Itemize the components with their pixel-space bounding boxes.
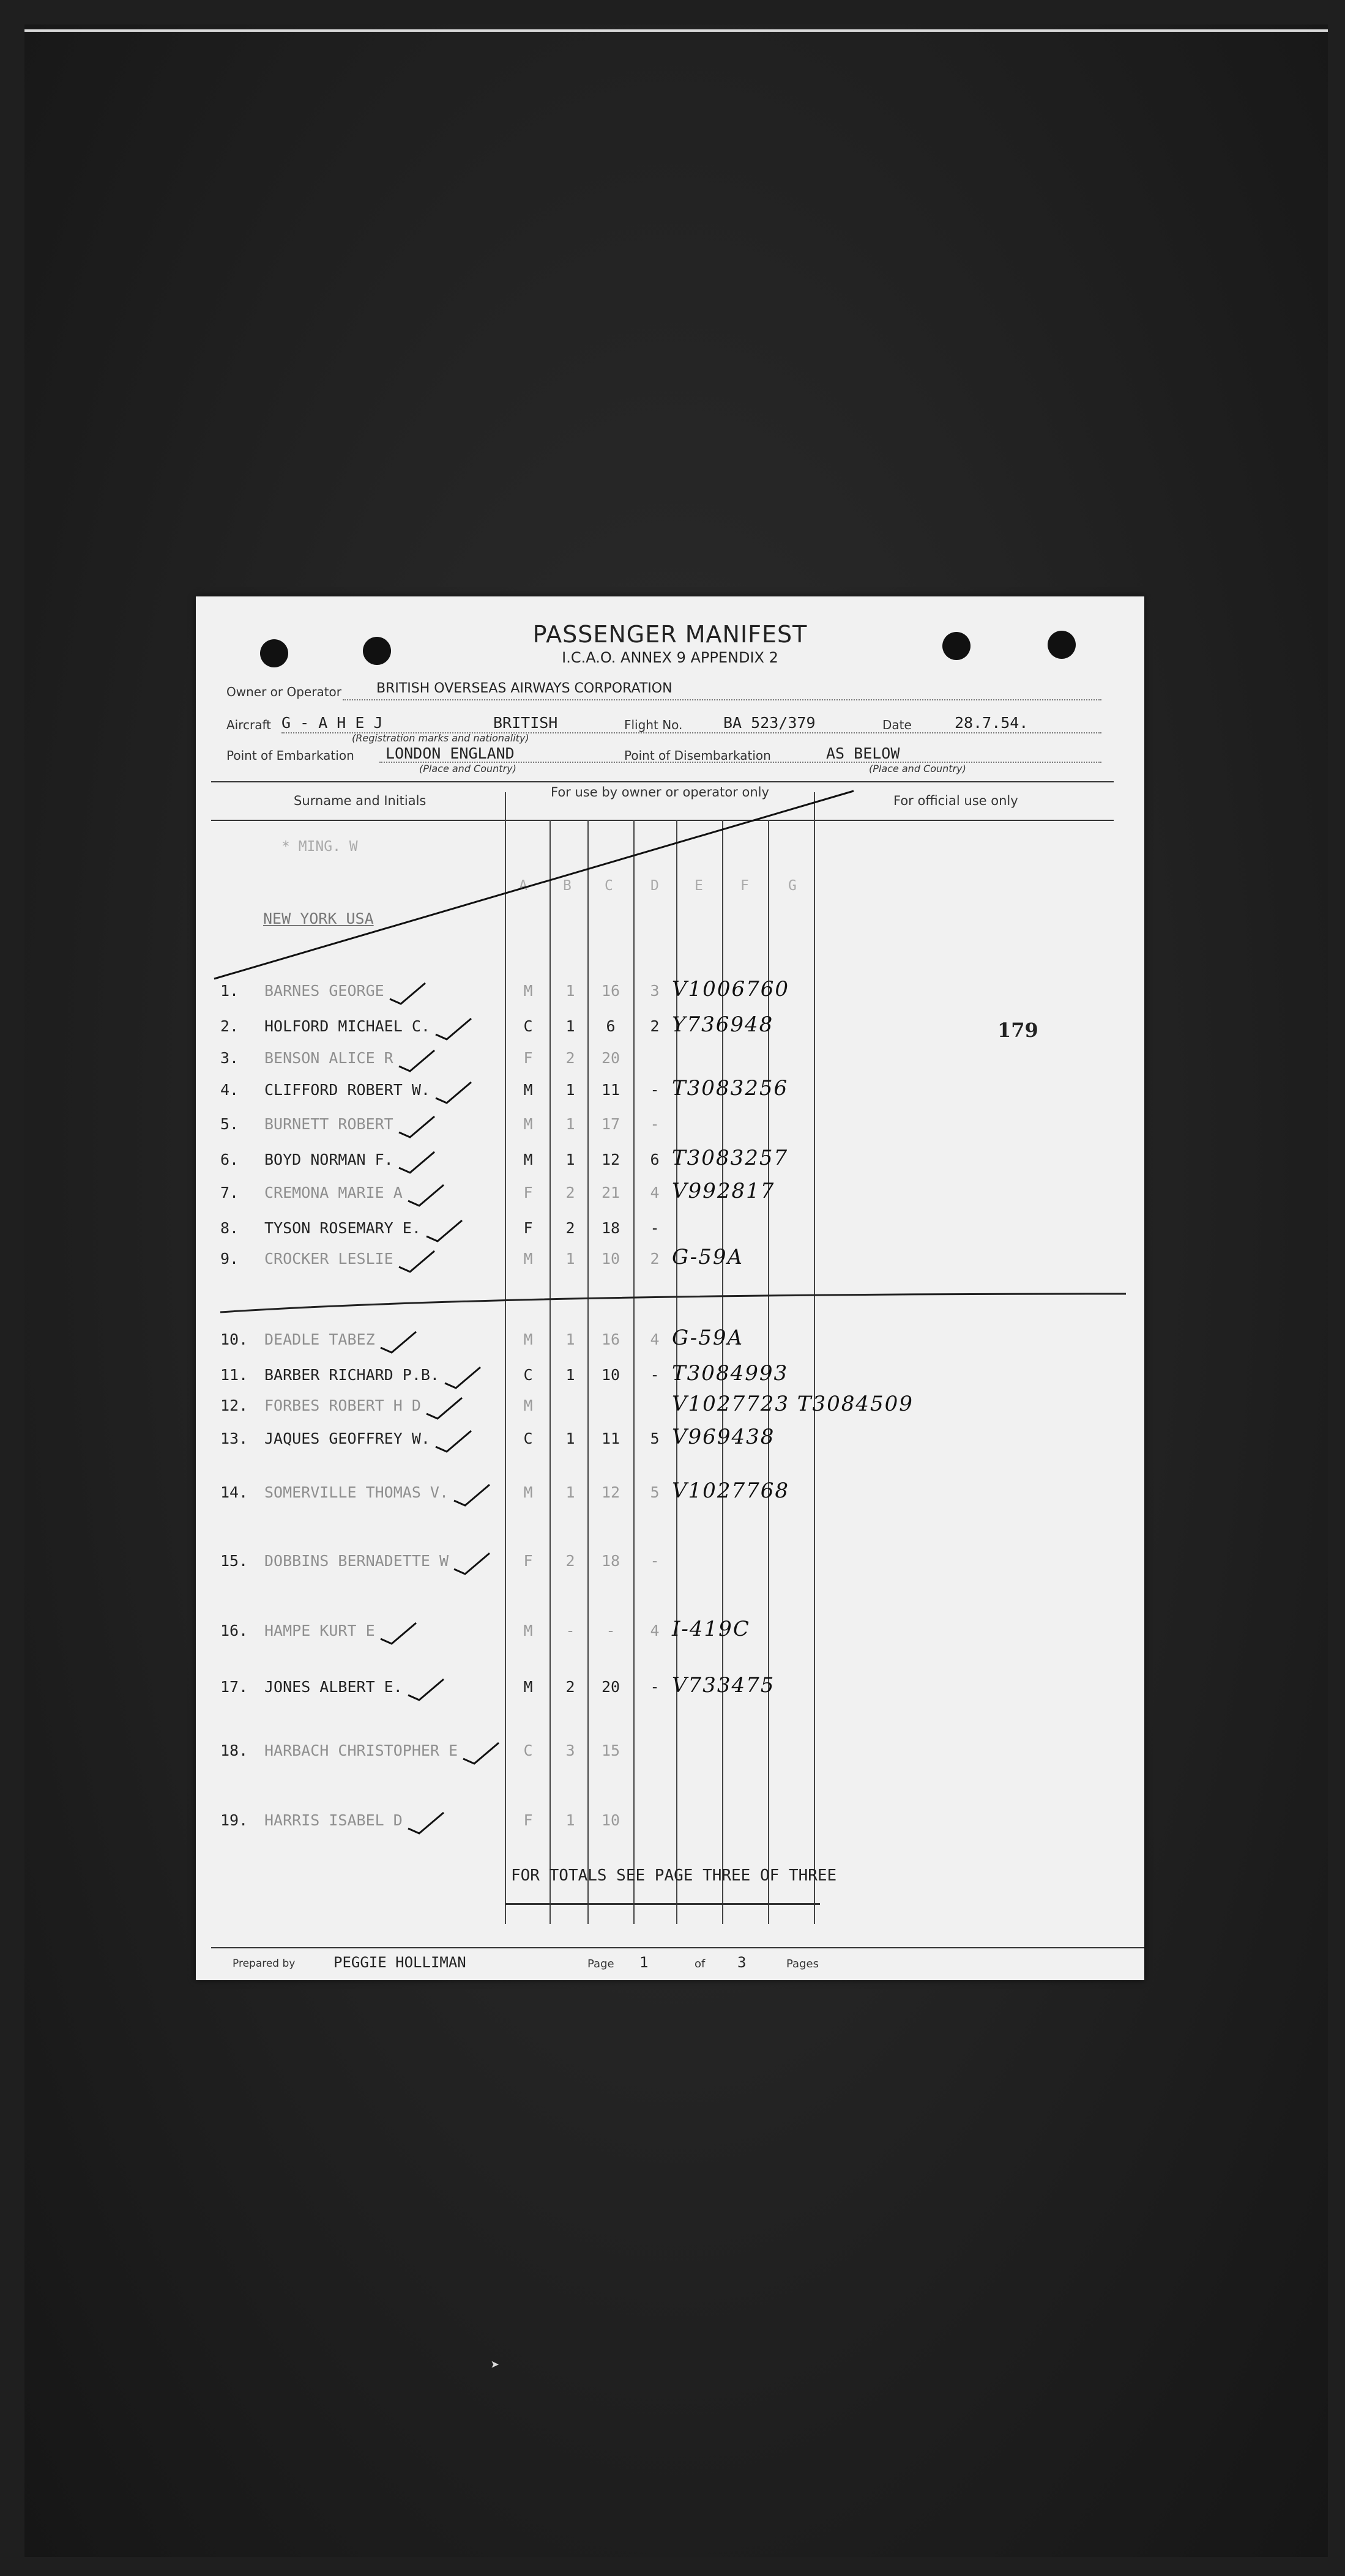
passenger-col-d: 4	[650, 1184, 660, 1201]
passenger-col-c: 15	[601, 1742, 620, 1759]
column-letter-f: F	[740, 878, 749, 894]
embarkation-label: Point of Embarkation	[226, 748, 354, 763]
passenger-class: F	[523, 1219, 533, 1237]
passenger-col-b: 2	[565, 1184, 575, 1201]
passenger-name: DOBBINS BERNADETTE W	[264, 1552, 449, 1570]
passenger-class: F	[523, 1552, 533, 1570]
passenger-col-c: 12	[601, 1151, 620, 1168]
date-value: 28.7.54.	[955, 714, 1029, 732]
passenger-col-d: 5	[650, 1483, 660, 1501]
row-number: 7.	[220, 1184, 239, 1201]
check-mark-icon	[399, 1251, 434, 1272]
passenger-col-d: 4	[650, 1331, 660, 1348]
passenger-col-b: 2	[565, 1219, 575, 1237]
check-mark-icon	[381, 1623, 416, 1644]
page-value: 1	[639, 1954, 649, 1971]
handwritten-passport-number: Y736948	[672, 1012, 774, 1037]
column-header-name: Surname and Initials	[294, 793, 427, 808]
check-mark-icon	[436, 1431, 471, 1452]
aircraft-label: Aircraft	[226, 718, 272, 732]
passenger-class: C	[523, 1017, 533, 1035]
passenger-col-b: 1	[565, 1331, 575, 1348]
passenger-class: C	[523, 1366, 533, 1384]
passenger-name: CREMONA MARIE A	[264, 1184, 403, 1201]
official-note: 179	[997, 1019, 1038, 1042]
passenger-col-b: -	[565, 1622, 575, 1639]
row-number: 6.	[220, 1151, 239, 1168]
row-number: 19.	[220, 1811, 248, 1829]
column-letter-c: C	[605, 878, 613, 894]
passenger-name: BURNETT ROBERT	[264, 1115, 393, 1133]
handwritten-passport-number: V733475	[672, 1673, 775, 1698]
destination-heading: NEW YORK USA	[263, 910, 374, 927]
handwritten-passport-number: T3083256	[672, 1076, 789, 1101]
check-mark-icon	[381, 1332, 416, 1353]
passenger-class: F	[523, 1811, 533, 1829]
handwritten-passport-number: T3084993	[672, 1361, 789, 1386]
column-letter-g: G	[788, 878, 797, 894]
section-divider-stroke	[220, 1294, 1126, 1312]
passenger-col-c: 10	[601, 1366, 620, 1384]
manifest-title: PASSENGER MANIFEST	[532, 621, 808, 648]
check-mark-icon	[454, 1485, 490, 1505]
passenger-class: M	[523, 1331, 533, 1348]
row-number: 2.	[220, 1017, 239, 1035]
passenger-col-c: 17	[601, 1115, 620, 1133]
check-mark-icon	[427, 1220, 462, 1241]
passenger-col-b: 1	[565, 1430, 575, 1447]
passenger-col-b: 1	[565, 1811, 575, 1829]
row-number: 9.	[220, 1250, 239, 1268]
handwritten-passport-number: I-419C	[672, 1617, 750, 1641]
totals-note: FOR TOTALS SEE PAGE THREE OF THREE	[511, 1866, 837, 1885]
pen-marks-overlay	[196, 596, 1144, 1980]
column-letter-a: A	[519, 878, 527, 894]
passenger-col-b: 2	[565, 1049, 575, 1067]
passenger-col-d: 5	[650, 1430, 660, 1447]
row-number: 18.	[220, 1742, 248, 1759]
passenger-col-d: 4	[650, 1622, 660, 1639]
handwritten-passport-number: G-59A	[672, 1326, 744, 1350]
row-number: 10.	[220, 1331, 248, 1348]
manifest-document	[196, 596, 1144, 1980]
passenger-class: M	[523, 1678, 533, 1696]
passenger-col-b: 1	[565, 1250, 575, 1268]
row-number: 8.	[220, 1219, 239, 1237]
row-number: 5.	[220, 1115, 239, 1133]
passenger-class: C	[523, 1742, 533, 1759]
page-label: Page	[587, 1958, 614, 1970]
passenger-name: BARBER RICHARD P.B.	[264, 1366, 439, 1384]
handwritten-passport-number: G-59A	[672, 1245, 744, 1269]
handwritten-passport-number: V969438	[672, 1425, 775, 1449]
passenger-col-c: 10	[601, 1250, 620, 1268]
passenger-name: HAMPE KURT E	[264, 1622, 375, 1639]
passenger-class: M	[523, 1250, 533, 1268]
passenger-col-c: 18	[601, 1219, 620, 1237]
row-number: 14.	[220, 1483, 248, 1501]
check-mark-icon	[436, 1082, 471, 1103]
passenger-col-d: -	[650, 1678, 660, 1696]
disembarkation-note: (Place and Country)	[869, 763, 966, 774]
passenger-class: M	[523, 982, 533, 1000]
passenger-name: DEADLE TABEZ	[264, 1331, 375, 1348]
handwritten-passport-number: V1006760	[672, 977, 789, 1001]
column-header-official-use: For official use only	[893, 793, 1018, 808]
column-letter-b: B	[563, 878, 572, 894]
prepared-by-value: PEGGIE HOLLIMAN	[333, 1954, 466, 1971]
column-letter-e: E	[695, 878, 703, 894]
embarkation-note: (Place and Country)	[419, 763, 516, 774]
passenger-name: JAQUES GEOFFREY W.	[264, 1430, 430, 1447]
passenger-name: JONES ALBERT E.	[264, 1678, 403, 1696]
passenger-class: M	[523, 1622, 533, 1639]
passenger-col-b: 2	[565, 1678, 575, 1696]
passenger-name: FORBES ROBERT H D	[264, 1397, 421, 1414]
row-number: 1.	[220, 982, 239, 1000]
passenger-col-b: 1	[565, 1017, 575, 1035]
passenger-class: M	[523, 1081, 533, 1099]
passenger-col-d: 2	[650, 1250, 660, 1268]
scan-top-rule	[24, 29, 1328, 32]
passenger-col-c: 16	[601, 982, 620, 1000]
passenger-name: HARRIS ISABEL D	[264, 1811, 403, 1829]
passenger-name: TYSON ROSEMARY E.	[264, 1219, 421, 1237]
passenger-class: M	[523, 1397, 533, 1414]
passenger-col-c: 12	[601, 1483, 620, 1501]
passenger-col-c: 10	[601, 1811, 620, 1829]
passenger-col-b: 1	[565, 1366, 575, 1384]
passenger-col-c: 11	[601, 1430, 620, 1447]
owner-value: BRITISH OVERSEAS AIRWAYS CORPORATION	[376, 681, 672, 696]
passenger-class: F	[523, 1184, 533, 1201]
disembarkation-label: Point of Disembarkation	[624, 748, 771, 763]
check-mark-icon	[454, 1553, 490, 1574]
flight-label: Flight No.	[624, 718, 683, 732]
check-mark-icon	[463, 1743, 499, 1764]
nationality-value: BRITISH	[493, 714, 558, 732]
row-number: 15.	[220, 1552, 248, 1570]
registration-note: (Registration marks and nationality)	[352, 732, 529, 744]
passenger-class: M	[523, 1151, 533, 1168]
passenger-col-c: 20	[601, 1049, 620, 1067]
passenger-col-b: 1	[565, 982, 575, 1000]
passenger-col-c: 18	[601, 1552, 620, 1570]
passenger-class: C	[523, 1430, 533, 1447]
page-total-value: 3	[737, 1954, 747, 1971]
handwritten-passport-number: V992817	[672, 1179, 775, 1203]
check-mark-icon	[445, 1367, 480, 1388]
passenger-col-d: -	[650, 1081, 660, 1099]
row-number: 13.	[220, 1430, 248, 1447]
passenger-name: SOMERVILLE THOMAS V.	[264, 1483, 449, 1501]
passenger-class: F	[523, 1049, 533, 1067]
passenger-col-b: 1	[565, 1483, 575, 1501]
passenger-class: M	[523, 1115, 533, 1133]
passenger-name: BENSON ALICE R	[264, 1049, 393, 1067]
row-number: 4.	[220, 1081, 239, 1099]
passenger-col-d: 6	[650, 1151, 660, 1168]
date-label: Date	[882, 718, 912, 732]
passenger-name: HARBACH CHRISTOPHER E	[264, 1742, 458, 1759]
check-mark-icon	[399, 1050, 434, 1071]
aircraft-value: G - A H E J	[281, 714, 383, 732]
check-mark-icon	[427, 1398, 462, 1419]
passenger-col-c: 16	[601, 1331, 620, 1348]
handwritten-passport-number: V1027768	[672, 1479, 789, 1503]
passenger-class: M	[523, 1483, 533, 1501]
passenger-col-c: -	[606, 1622, 616, 1639]
passenger-col-b: 3	[565, 1742, 575, 1759]
disembarkation-value: AS BELOW	[826, 744, 900, 762]
passenger-col-b: 2	[565, 1552, 575, 1570]
check-mark-icon	[408, 1813, 444, 1833]
owner-label: Owner or Operator	[226, 685, 341, 699]
passenger-col-c: 11	[601, 1081, 620, 1099]
check-mark-icon	[408, 1185, 444, 1206]
passenger-name: HOLFORD MICHAEL C.	[264, 1017, 430, 1035]
row-number: 3.	[220, 1049, 239, 1067]
row-number: 16.	[220, 1622, 248, 1639]
passenger-name: BARNES GEORGE	[264, 982, 384, 1000]
column-letter-d: D	[650, 878, 659, 894]
check-mark-icon	[408, 1679, 444, 1700]
mouse-cursor-icon: ➤	[491, 2356, 500, 2374]
manifest-subtitle: I.C.A.O. ANNEX 9 APPENDIX 2	[562, 649, 778, 666]
check-mark-icon	[436, 1019, 471, 1039]
passenger-name: CLIFFORD ROBERT W.	[264, 1081, 430, 1099]
pages-label: Pages	[786, 1958, 819, 1970]
passenger-col-d: -	[650, 1115, 660, 1133]
check-mark-icon	[399, 1152, 434, 1173]
passenger-col-c: 6	[606, 1017, 616, 1035]
cross-out-stroke	[214, 791, 854, 979]
passenger-col-c: 20	[601, 1678, 620, 1696]
embarkation-value: LONDON ENGLAND	[386, 744, 515, 762]
row-number: 11.	[220, 1366, 248, 1384]
handwritten-passport-number: T3083257	[672, 1146, 789, 1170]
passenger-col-d: -	[650, 1552, 660, 1570]
check-mark-icon	[390, 983, 425, 1004]
flight-value: BA 523/379	[723, 714, 816, 732]
row-number: 17.	[220, 1678, 248, 1696]
passenger-col-d: 2	[650, 1017, 660, 1035]
check-mark-icon	[399, 1116, 434, 1137]
passenger-col-d: 3	[650, 982, 660, 1000]
passenger-col-c: 21	[601, 1184, 620, 1201]
row-number: 12.	[220, 1397, 248, 1414]
prepared-by-label: Prepared by	[233, 1958, 296, 1970]
passenger-col-b: 1	[565, 1151, 575, 1168]
passenger-col-b: 1	[565, 1081, 575, 1099]
passenger-col-d: -	[650, 1366, 660, 1384]
handwritten-passport-number: V1027723 T3084509	[672, 1392, 914, 1416]
passenger-name: CROCKER LESLIE	[264, 1250, 393, 1268]
passenger-name: BOYD NORMAN F.	[264, 1151, 393, 1168]
passenger-col-d: -	[650, 1219, 660, 1237]
column-header-owner-use: For use by owner or operator only	[551, 785, 769, 800]
faint-section-heading: * MING. W	[281, 839, 358, 855]
of-label: of	[695, 1958, 706, 1970]
passenger-col-b: 1	[565, 1115, 575, 1133]
